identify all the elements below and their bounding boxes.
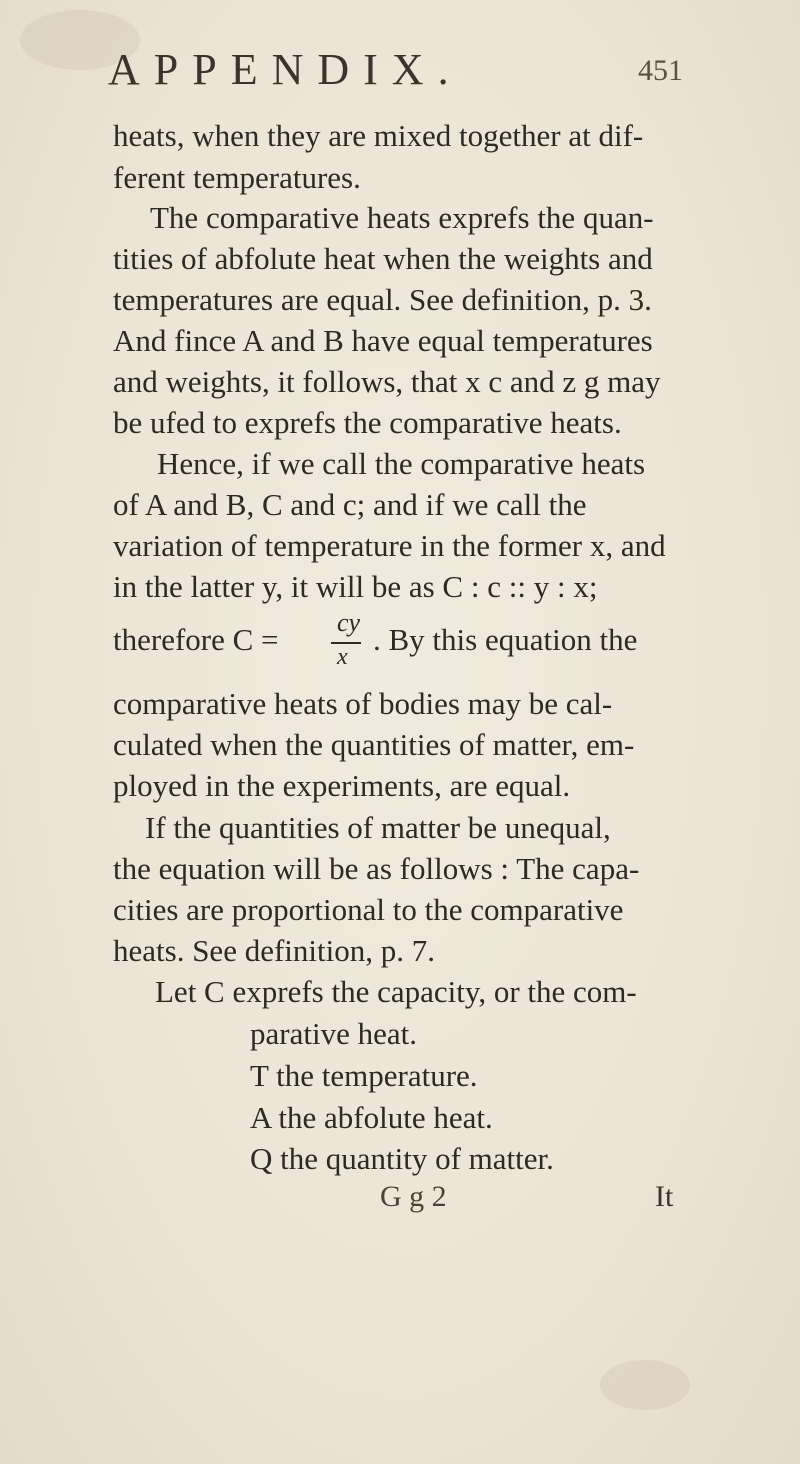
formula-suffix: . By this equation the bbox=[373, 622, 638, 657]
text-line: temperatures are equal. See definition, p. 3. bbox=[113, 282, 652, 317]
text-line: Q the quantity of matter. bbox=[250, 1141, 554, 1176]
signature-mark: G g 2 bbox=[380, 1180, 447, 1213]
page-number: 451 bbox=[638, 54, 683, 87]
text-line: in the latter y, it will be as C : c :: y : x; bbox=[113, 569, 598, 604]
formula-line bbox=[113, 610, 713, 680]
text-line: the equation will be as follows : The capa- bbox=[113, 851, 640, 886]
text-line: ferent temperatures. bbox=[113, 160, 361, 195]
text-line: ployed in the experiments, are equal. bbox=[113, 768, 571, 803]
text-line: parative heat. bbox=[250, 1016, 417, 1051]
text-line: culated when the quantities of matter, em- bbox=[113, 727, 635, 762]
text-line: Let C exprefs the capacity, or the com- bbox=[155, 974, 637, 1009]
text-line: The comparative heats exprefs the quan- bbox=[150, 200, 654, 235]
formula-prefix: therefore C = bbox=[113, 622, 279, 657]
fraction bbox=[327, 610, 367, 680]
text-line: and weights, it follows, that x c and z g may bbox=[113, 364, 661, 399]
fraction-numerator: cy bbox=[337, 608, 361, 637]
text-line: comparative heats of bodies may be cal- bbox=[113, 686, 613, 721]
running-head: APPENDIX. bbox=[108, 45, 463, 94]
text-line: tities of abfolute heat when the weights and bbox=[113, 241, 653, 276]
text-line: And fince A and B have equal temperatures bbox=[113, 323, 653, 358]
paper-stain bbox=[600, 1360, 690, 1410]
text-line: variation of temperature in the former x, and bbox=[113, 528, 666, 563]
text-line: be ufed to exprefs the comparative heats. bbox=[113, 405, 622, 440]
text-line: T the temperature. bbox=[250, 1058, 478, 1093]
text-line: heats, when they are mixed together at dif- bbox=[113, 118, 644, 153]
page-header bbox=[108, 44, 708, 104]
text-line: Hence, if we call the comparative heats bbox=[157, 446, 646, 481]
catchword: It bbox=[655, 1180, 674, 1213]
text-line: If the quantities of matter be unequal, bbox=[145, 810, 611, 845]
fraction-denominator: x bbox=[337, 644, 348, 670]
text-line: A the abfolute heat. bbox=[250, 1100, 493, 1135]
text-line: cities are proportional to the comparative bbox=[113, 892, 624, 927]
text-line: heats. See definition, p. 7. bbox=[113, 933, 435, 968]
text-line: of A and B, C and c; and if we call the bbox=[113, 487, 587, 522]
